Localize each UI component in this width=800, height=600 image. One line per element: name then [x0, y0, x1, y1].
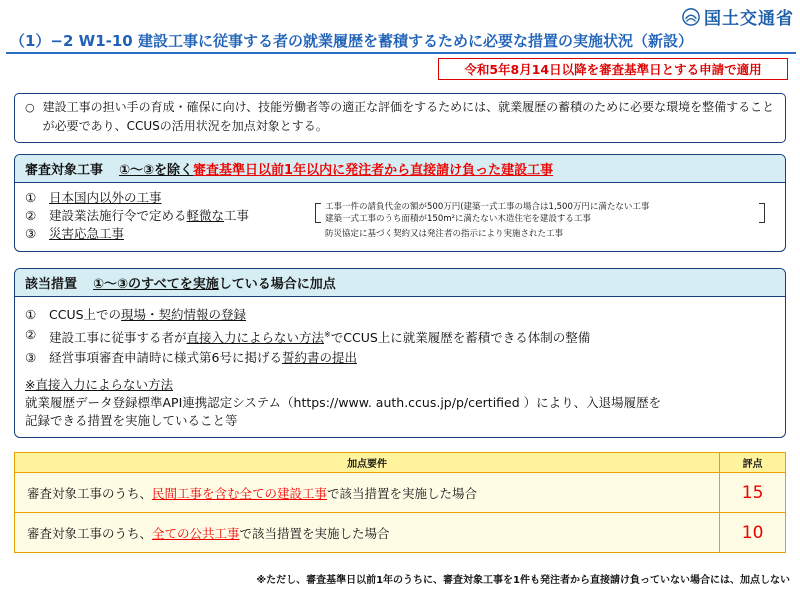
- logo-text: 国土交通省: [704, 9, 794, 29]
- method-title: ※直接入力によらない方法: [25, 377, 173, 393]
- table-row: [15, 513, 786, 553]
- points-header: 評点: [720, 453, 786, 473]
- measures-label: 該当措置: [25, 277, 78, 292]
- target-definition: 審査基準日以前1年以内に発注者から直接請け負った建設工事: [193, 163, 554, 178]
- method-text-line1: 就業履歴データ登録標準API連携認定システム（https://www. auth.ccus.jp/p/certified ）により、入退場履歴を: [25, 395, 662, 411]
- exclusion-notes: [315, 201, 765, 240]
- requirement-cell: 審査対象工事のうち、民間工事を含む全ての建設工事で該当措置を実施した場合: [15, 473, 720, 513]
- measures-panel: [14, 268, 786, 438]
- page-title: （1）−2 W1-10 建設工事に従事する者の就業履歴を蓄積するために必要な措置の実施状況（新設）: [10, 32, 693, 50]
- applicability-notice: 令和5年8月14日以降を審査基準日とする申請で適用: [438, 58, 788, 80]
- requirement-header: 加点要件: [15, 453, 720, 473]
- target-works-label: 審査対象工事: [25, 163, 104, 178]
- table-header-row: [15, 453, 786, 473]
- list-item: ① CCUS上での現場・契約情報の登録: [25, 307, 247, 322]
- table-row: [15, 473, 786, 513]
- score-table: [14, 452, 786, 553]
- minor-work-note: 工事一件の請負代金の額が500万円(建築一式工事の場合は1,500万円に満たない工事 建築一式工事のうち面積が150m²に満たない木造住宅を建設する工事: [315, 201, 765, 225]
- points-cell: 10: [720, 513, 786, 553]
- intro-text: 建設工事の担い手の育成・確保に向け、技能労働者等の適正な評価をするためには、就業履歴の蓄積のために必要な環境を整備することが必要であり、CCUSの活用状況を加点対象とする。: [42, 100, 775, 133]
- method-note: [15, 368, 785, 430]
- list-item: ③ 経営事項審査申請時に様式第6号に掲げる誓約書の提出: [25, 350, 357, 366]
- list-item: ② 建設工事に従事する者が直接入力によらない方法※でCCUS上に就業履歴を蓄積できる体制の整備: [25, 327, 591, 346]
- target-works-panel: [14, 154, 786, 252]
- title-divider: [6, 52, 796, 54]
- target-exclusion: ①～③を除く: [119, 163, 194, 178]
- measures-condition: ①～③のすべてを実施: [93, 277, 219, 292]
- measures-heading: [15, 269, 785, 297]
- list-item: ① 日本国内以外の工事: [25, 190, 162, 205]
- intro-bullet: ○: [25, 101, 35, 114]
- measures-list: [15, 297, 785, 368]
- mlit-emblem-icon: [682, 8, 700, 26]
- disaster-work-note: 防災協定に基づく契約又は発注者の指示により実施された工事: [325, 229, 564, 239]
- target-works-heading: [15, 155, 785, 183]
- list-item: ② 建設業法施行令で定める軽微な工事: [25, 208, 250, 223]
- bracket-left-icon: [315, 203, 321, 223]
- bracket-right-icon: [759, 203, 765, 223]
- method-text-line2: 記録できる措置を実施していること等: [25, 413, 238, 429]
- intro-box: [14, 93, 786, 143]
- points-cell: 15: [720, 473, 786, 513]
- list-item: ③ 災害応急工事: [25, 226, 125, 241]
- footnote: ※ただし、審査基準日以前1年のうちに、審査対象工事を1件も発注者から直接請け負っていない場合には、加点しない: [256, 575, 790, 586]
- requirement-cell: 審査対象工事のうち、全ての公共工事で該当措置を実施した場合: [15, 513, 720, 553]
- measures-condition-suffix: している場合に加点: [218, 277, 336, 292]
- mlit-logo: [682, 4, 794, 29]
